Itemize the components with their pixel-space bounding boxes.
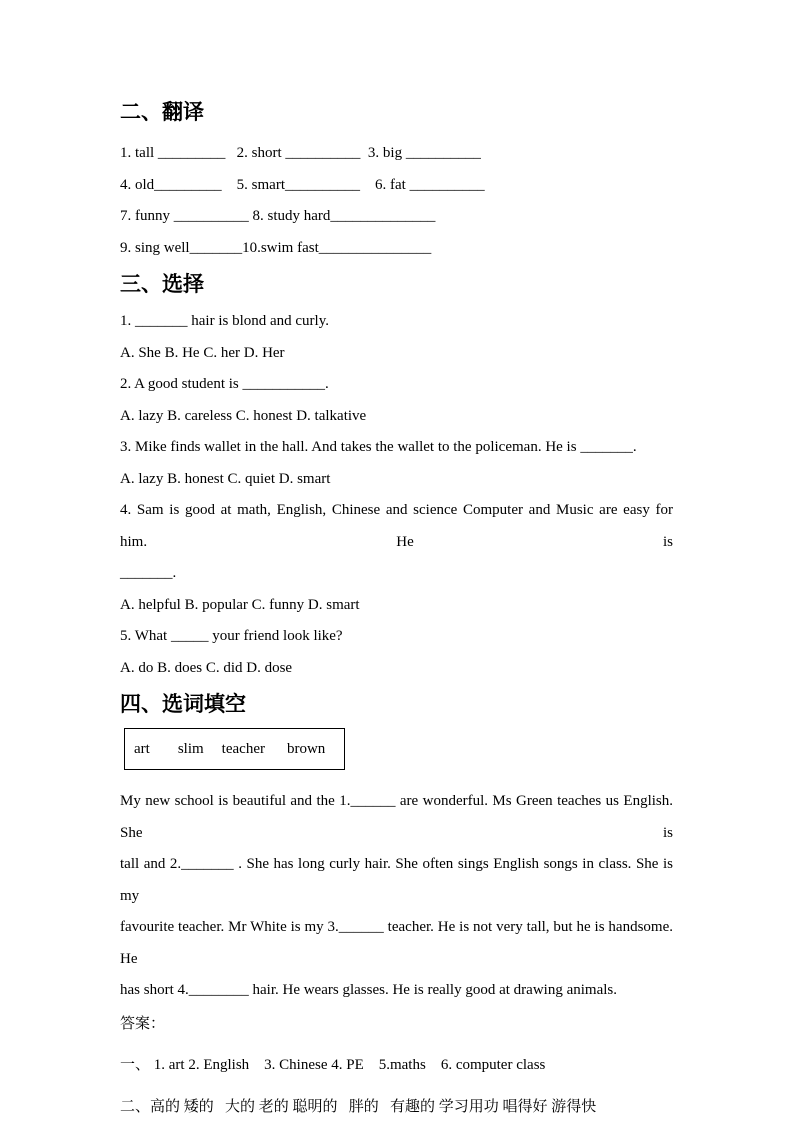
translation-line: 7. funny __________ 8. study hard______________ [120, 201, 673, 233]
section-cloze-heading: 四、选词填空 [120, 692, 673, 718]
cloze-paragraph-line: favourite teacher. Mr White is my 3.______ teacher. He is not very tall, but he is handsome. He [120, 912, 673, 975]
word-bank-word: brown [287, 741, 325, 758]
choice-options-line: A. She B. He C. her D. Her [120, 338, 673, 370]
answer-line: 二、高的 矮的 大的 老的 聪明的 胖的 有趣的 学习用功 唱得好 游得快 [120, 1092, 673, 1123]
choice-question-line: _______. [120, 558, 673, 590]
choice-question-line: 4. Sam is good at math, English, Chinese and science Computer and Music are easy for him. He is [120, 495, 673, 558]
answers-label: 答案： [120, 1009, 673, 1041]
choice-options-line: A. lazy B. honest C. quiet D. smart [120, 464, 673, 496]
choice-question-line: 1. _______ hair is blond and curly. [120, 306, 673, 338]
choice-question-line: 3. Mike finds wallet in the hall. And takes the wallet to the policeman. He is _______. [120, 432, 673, 464]
choice-options-line: A. helpful B. popular C. funny D. smart [120, 590, 673, 622]
cloze-paragraph-line: My new school is beautiful and the 1.______ are wonderful. Ms Green teaches us English. She is [120, 786, 673, 849]
translation-line: 4. old_________ 5. smart__________ 6. fat __________ [120, 170, 673, 202]
cloze-paragraph [120, 786, 673, 1007]
choice-question-line: 2. A good student is ___________. [120, 369, 673, 401]
word-bank-word: art [134, 741, 150, 758]
choice-options-line: A. lazy B. careless C. honest D. talkative [120, 401, 673, 433]
choice-options-line: A. do B. does C. did D. dose [120, 653, 673, 685]
translation-line: 9. sing well_______10.swim fast_______________ [120, 233, 673, 265]
word-bank-word: slim [178, 741, 204, 758]
cloze-paragraph-line: has short 4.________ hair. He wears glasses. He is really good at drawing animals. [120, 975, 673, 1007]
choice-question-line: 5. What _____ your friend look like? [120, 621, 673, 653]
word-bank-word: teacher [222, 741, 265, 758]
section-choice-heading: 三、选择 [120, 272, 673, 298]
section-translation-heading: 二、翻译 [120, 100, 673, 126]
translation-line: 1. tall _________ 2. short __________ 3. big __________ [120, 138, 673, 170]
cloze-paragraph-line: tall and 2._______ . She has long curly hair. She often sings English songs in class. She is my [120, 849, 673, 912]
answer-line: 一、 1. art 2. English 3. Chinese 4. PE 5.maths 6. computer class [120, 1050, 673, 1082]
word-bank-box [124, 728, 345, 770]
